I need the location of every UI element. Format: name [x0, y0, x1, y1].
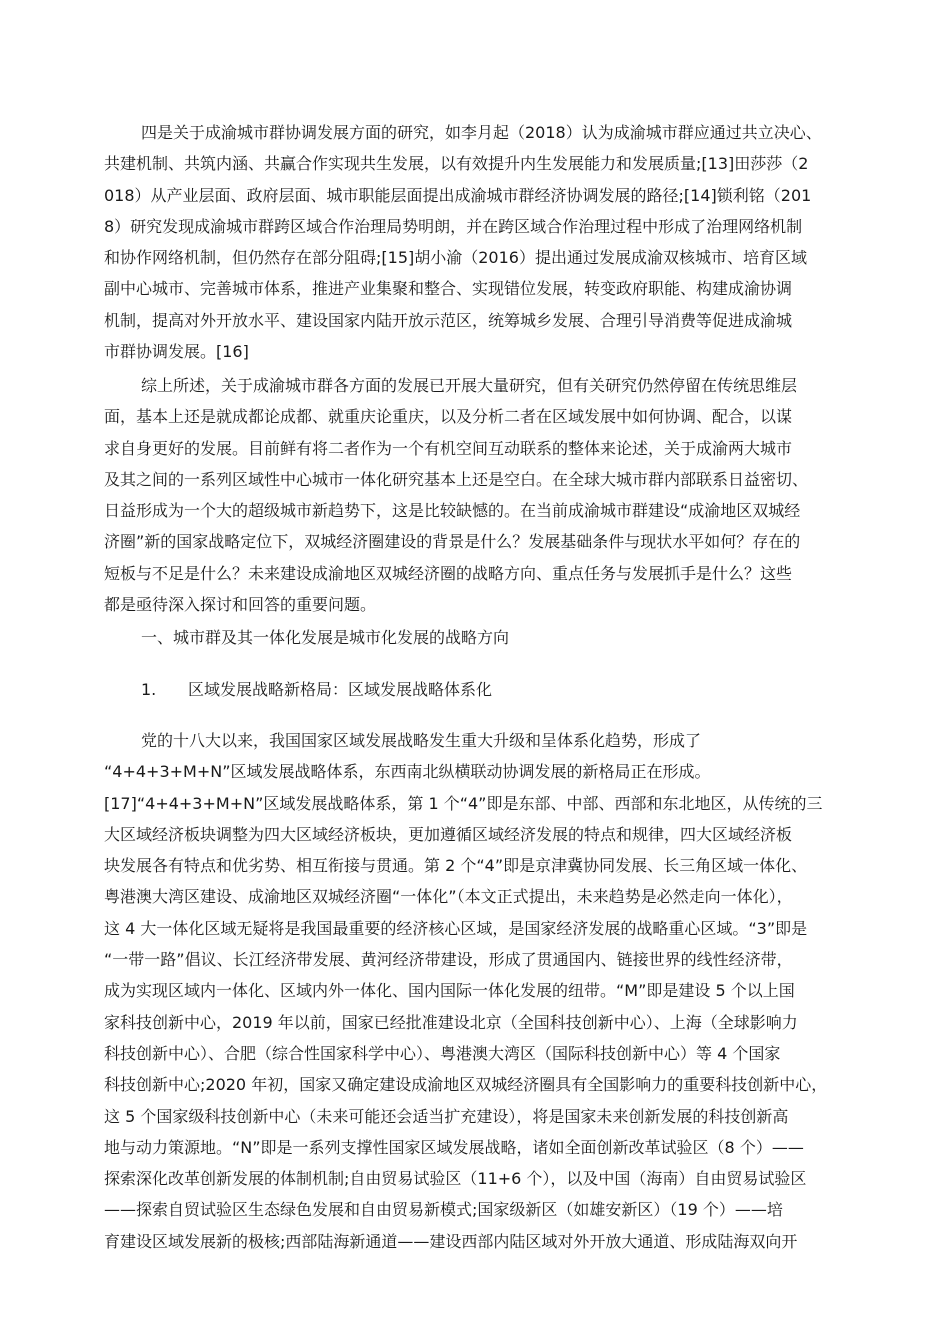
text-line: 四是关于成渝城市群协调发展方面的研究，如李月起（2018）认为成渝城市群应通过共立决心、 [141, 123, 822, 142]
text-line: 日益形成为一个大的超级城市新趋势下，这是比较缺憾的。在当前成渝城市群建设“成渝地区双城经 [104, 501, 801, 521]
text-line: 018）从产业层面、政府层面、城市职能层面提出成渝城市群经济协调发展的路径;[14]锁利铭（201 [104, 185, 812, 205]
subsection-heading [104, 674, 864, 705]
text-line: 求自身更好的发展。目前鲜有将二者作为一个有机空间互动联系的整体来论述，关于成渝两大城市 [104, 438, 793, 458]
text-line: 共建机制、共筑内涵、共赢合作实现共生发展，以有效提升内生发展能力和发展质量;[13]田莎莎（2 [104, 154, 809, 174]
text-line: 地与动力策源地。“N”即是一系列支撑性国家区域发展战略，诸如全面创新改革试验区（8 个）—— [104, 1137, 804, 1157]
text-line: 都是亟待深入探讨和回答的重要问题。 [104, 595, 377, 615]
text-line: 这 5 个国家级科技创新中心（未来可能还会适当扩充建设），将是国家未来创新发展的科技创新高 [104, 1106, 789, 1126]
text-line: 面，基本上还是就成都论成都、就重庆论重庆，以及分析二者在区域发展中如何协调、配合，以谋 [104, 407, 793, 427]
text-line: 及其之间的一系列区域性中心城市一体化研究基本上还是空白。在全球大城市群内部联系日益密切、 [104, 469, 809, 489]
paragraph-summary [104, 370, 864, 620]
text-line: 成为实现区域内一体化、区域内外一体化、国内国际一体化发展的纽带。“M”即是建设 5 个以上国 [104, 981, 795, 1001]
text-line: 块发展各有特点和优劣势、相互衔接与贯通。第 2 个“4”即是京津冀协同发展、长三角区域一体化、 [104, 856, 808, 876]
text-line: 8）研究发现成渝城市群跨区域合作治理局势明朗，并在跨区域合作治理过程中形成了治理网络机制 [104, 216, 803, 236]
text-line: 科技创新中心;2020 年初，国家又确定建设成渝地区双城经济圈具有全国影响力的重要科技创新中心， [104, 1075, 828, 1095]
subsection-heading-line [104, 680, 492, 699]
subsection-number: 1. [141, 680, 157, 699]
section-heading [104, 622, 864, 653]
text-line: [17]“4+4+3+M+N”区域发展战略体系，第 1 个“4”即是东部、中部、西部和东北地区，从传统的三 [104, 793, 823, 813]
section-heading-text: 一、城市群及其一体化发展是城市化发展的战略方向 [141, 628, 510, 647]
text-line: “4+4+3+M+N”区域发展战略体系，东西南北纵横联动协调发展的新格局正在形成。 [104, 762, 711, 782]
text-line: 育建设区域发展新的极核;西部陆海新通道——建设西部内陆区域对外开放大通道、形成陆海双向开 [104, 1231, 798, 1251]
text-line: 短板与不足是什么？未来建设成渝地区双城经济圈的战略方向、重点任务与发展抓手是什么？这些 [104, 563, 793, 583]
text-line: 综上所述，关于成渝城市群各方面的发展已开展大量研究，但有关研究仍然停留在传统思维层 [141, 376, 798, 395]
text-line: 党的十八大以来，我国国家区域发展战略发生重大升级和呈体系化趋势，形成了 [141, 731, 702, 750]
paragraph-strategy-system [104, 725, 864, 1257]
text-line: 和协作网络机制，但仍然存在部分阻碍;[15]胡小渝（2016）提出通过发展成渝双核城市、培育区域 [104, 248, 807, 268]
text-line: ——探索自贸试验区生态绿色发展和自由贸易新模式;国家级新区（如雄安新区）（19 个）——培 [104, 1200, 783, 1220]
text-line: 这 4 大一体化区域无疑将是我国最重要的经济核心区域，是国家经济发展的战略重心区域。“3”即是 [104, 918, 808, 938]
text-line: “一带一路”倡议、长江经济带发展、黄河经济带建设，形成了贯通国内、链接世界的线性经济带， [104, 950, 793, 970]
subsection-title: 区域发展战略新格局：区域发展战略体系化 [188, 680, 493, 699]
text-line: 探索深化改革创新发展的体制机制;自由贸易试验区（11+6 个），以及中国（海南）自由贸易试验区 [104, 1169, 807, 1189]
text-line: 粤港澳大湾区建设、成渝地区双城经济圈“一体化”（本文正式提出，未来趋势是必然走向一体化）， [104, 887, 793, 907]
paragraph-coordination-research [104, 117, 864, 367]
text-line: 副中心城市、完善城市体系，推进产业集聚和整合、实现错位发展，转变政府职能、构建成渝协调 [104, 279, 793, 299]
text-line: 家科技创新中心，2019 年以前，国家已经批准建设北京（全国科技创新中心）、上海（全球影响力 [104, 1012, 798, 1032]
text-line: 机制，提高对外开放水平、建设国家内陆开放示范区，统筹城乡发展、合理引导消费等促进成渝城 [104, 310, 793, 330]
text-line: 科技创新中心）、合肥（综合性国家科学中心）、粤港澳大湾区（国际科技创新中心）等 4 个国家 [104, 1043, 781, 1063]
text-line: 济圈”新的国家战略定位下，双城经济圈建设的背景是什么？发展基础条件与现状水平如何？存在的 [104, 532, 801, 552]
text-line: 大区域经济板块调整为四大区域经济板块，更加遵循区域经济发展的特点和规律，四大区域经济板 [104, 824, 793, 844]
text-line: 市群协调发展。[16] [104, 342, 249, 362]
